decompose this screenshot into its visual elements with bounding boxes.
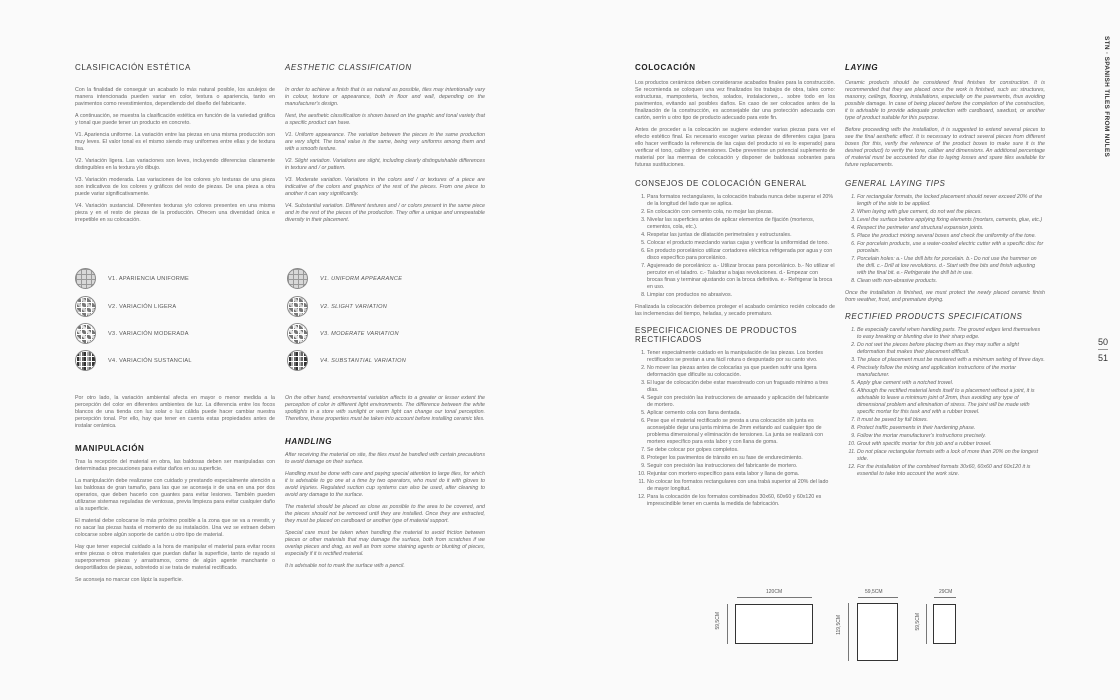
list-item: 2. Do not wet the pieces before placing them as they may suffer a slight deformation that makes their placement difficult. [857, 342, 1045, 356]
en-lighting: On the other hand, environmental variation affects to a greater or lesser extent the perception of color in different light environments. The difference between the white spotlights in a store with sunlight or warm light can change our tonal perception. Therefore, these properties must be taken into account before installing ceramic tiles. [285, 395, 485, 422]
es-paragraph: V4. Variación sustancial. Diferentes texturas y/o colores presentes en una misma pieza y en el resto de piezas de la producción. Ofrecen una diversidad única e irrepetible en su colocación. [75, 203, 275, 223]
es-paragraph: V1. Apariencia uniforme. La variación entre las piezas en una misma producción son muy leves. El valor tonal es el mismo siendo muy uniformes entre ellas y de textura lisa. [75, 132, 275, 152]
es-handling [75, 395, 275, 589]
list-item: 5. Apply glue cement with a notched trowel. [857, 380, 1045, 387]
list-item: 3. Level the surface before applying fixing elements (mortars, cements, glue, etc.) [857, 217, 1045, 224]
en-tips-list [845, 194, 1045, 285]
list-item: 1. Para formatos rectangulares, la colocación trabada nunca debe superar el 20% de la longitud del lado que se aplica. [647, 194, 835, 208]
en-laying-title: LAYING [845, 63, 879, 72]
swatch-slight-icon [287, 296, 308, 317]
dimension-label: 59,5CM [715, 612, 721, 630]
swatch-label: V4. VARIACIÓN SUSTANCIAL [108, 357, 192, 364]
es-rect-list [635, 350, 835, 508]
list-item: 1. For rectangular formats, the locked placement should never exceed 20% of the length of the side to be applied. [857, 194, 1045, 208]
es-paragraph: Con la finalidad de conseguir un acabado lo más natural posible, los azulejos de manera intencionada pueden variar en color, textura o apariencia, tanto en pavimentos como revestimientos, dependiendo del diseño del fabricante. [75, 87, 275, 107]
en-laying [845, 0, 1045, 479]
es-paragraph: Tras la recepción del material en obra, las baldosas deben ser manipuladas con determinadas precauciones para evitar daños en su superficie. [75, 459, 275, 472]
en-paragraph: Handling must be done with care and paying special attention to large tiles, for which it is advisable to go one at a time by two operators, who must do it with gloves to avoid injuries. Regulated suction cup systems can also be used, after cleaning to avoid any damage to the surface. [285, 471, 485, 498]
swatch-label: V3. MODERATE VARIATION [320, 330, 399, 337]
en-paragraph: In order to achieve a finish that is as natural as possible, tiles may intentionally vary in colour, texture or appearance, both in floor and wall, depending on the manufacturer's design. [285, 87, 485, 107]
tile-120x60 [735, 604, 813, 644]
es-classification-title: CLASIFICACIÓN ESTÉTICA [75, 63, 191, 72]
es-handling-title: MANIPULACIÓN [75, 444, 145, 453]
list-item: 5. Place the product mixing several boxes and check the uniformity of the tone. [857, 233, 1045, 240]
en-paragraph: Before proceeding with the installation, it is suggested to extend several pieces to see the final aesthetic effect. It is necessary to extract several pieces from different boxes (for this, verify the reference of the product boxes to make sure it is the desired product) to verify the tone, caliber and dimensions. An additional percentage of material must be accounted for due to laying losses and spare tiles available for future replacements. [845, 127, 1045, 168]
es-paragraph: Se aconseja no marcar con lápiz la superficie. [75, 577, 184, 583]
dimension-label: 59,5CM [865, 589, 883, 595]
list-item: 10. Rejuntar con mortero específico para esta labor y llana de goma. [647, 471, 835, 478]
en-paragraph: Ceramic products should be considered final finishes for construction. It is recommended that they are placed once the work is finished, such as: structures, masonry, ceilings, flooring, installations, especially on the pavements, thus avoiding possible damage. In case of being placed before the completion of the construction, it is advisable to provide adequate protection with cardboard, sawdust, or another type of product suitable for this purpose. [845, 80, 1045, 121]
list-item: 1. Be especially careful when handling parts. The ground edges lend themselves to easy breaking or blunting due to their sharp edge. [857, 327, 1045, 341]
list-item: 8. Clean with non-abrasive products. [857, 278, 1045, 285]
list-item: 5. Aplicar cemento cola con llana dentada. [647, 410, 835, 417]
en-handling [285, 395, 485, 575]
en-classification-title: AESTHETIC CLASSIFICATION [285, 63, 412, 72]
list-item: 6. For porcelain products, use a water-cooled electric cutter with a specific disc for porcelain. [857, 241, 1045, 255]
en-paragraph: Special care must be taken when handling the material to avoid friction between pieces or other materials that may damage the surface, both from scratches if we overlap pieces and drag, as well as from some staining agents or blunting of pieces, especially if it is rectified material. [285, 530, 485, 557]
en-handling-title: HANDLING [285, 437, 333, 446]
page-number-divider [1098, 349, 1108, 350]
en-rect-list [845, 327, 1045, 478]
list-item: 9. Follow the mortar manufacturer's instructions precisely. [857, 433, 1045, 440]
en-paragraph: It is advisable not to mark the surface with a pencil. [285, 563, 405, 569]
en-paragraph: V1. Uniform appearance. The variation between the pieces in the same production are very slight. The tonal value is the same, being very uniforms among them and with a smooth texture. [285, 132, 485, 152]
en-tips-after: Once the installation is finished, we must protect the newly placed ceramic finish from weather, frost, and premature drying. [845, 290, 1045, 303]
tile-30x60 [933, 604, 956, 644]
dimension-label: 29CM [939, 589, 953, 595]
en-rect-title: RECTIFIED PRODUCTS SPECIFICATIONS [845, 312, 1023, 321]
list-item: 8. Proteger los pavimentos de tránsito en su fase de endurecimiento. [647, 455, 835, 462]
list-item: 4. Precisely follow the mixing and application instructions of the mortar manufacturer. [857, 365, 1045, 379]
en-tips-title: GENERAL LAYING TIPS [845, 179, 946, 188]
swatch-substantial-icon [75, 350, 96, 371]
swatch-row [75, 350, 192, 371]
es-paragraph: Antes de proceder a la colocación se sugiere extender varias piezas para ver el efecto estético final. Es necesario escoger varias piezas de diferentes cajas (para ello hacer verificado la referencia de las cajas del producto si es lo esperado) para verificar el tono, calibre y dimensiones. Debe prevenirse un potencial suplemento de material por las mermas de colocación y disponer de baldosas sobrantes para futuras sustituciones. [635, 127, 835, 168]
list-item: 10. Grout with specific mortar for this job and a rubber trowel. [857, 441, 1045, 448]
en-paragraph: After receiving the material on site, the tiles must be handled with certain precautions to avoid damage on their surface. [285, 452, 485, 465]
list-item: 2. No mover las piezas antes de colocarlas ya que pueden sufrir una ligera deformación que dificulte su colocación. [647, 365, 835, 379]
list-item: 7. Agujereado de porcelánico: a.- Utilizar brocas para porcelánico. b.- No utilizar el percutor en el taladro. c.- Taladrar a bajas revoluciones. d.- Empezar con brocas finas y terminar ajustando con la broca definitiva. e.- Refrigerar la broca en uso. [647, 263, 835, 291]
swatch-row [287, 296, 387, 317]
dimension-line [926, 604, 927, 644]
list-item: 7. Porcelain holes: a.- Use drill bits for porcelain. b.- Do not use the hammer on the drill. c.- Drill at low revolutions. d.- Start with fine bits and finish adjusting with the final bit. e.- Refrigerate the drill bit in use. [857, 256, 1045, 277]
list-item: 9. Seguir con precisión las instrucciones del fabricante de mortero. [647, 463, 835, 470]
en-paragraph: The material should be placed as close as possible to the area to be covered, and the pieces should not be removed until they are installed. Once they are extracted, they must be placed on cardboard or another type of material support. [285, 504, 485, 524]
swatch-row [287, 350, 406, 371]
swatch-uniform-icon [287, 268, 308, 289]
es-paragraph: A continuación, se muestra la clasificación estética en función de la variedad gráfica y tonal que puede tener un producto en concreto. [75, 113, 275, 126]
es-classification [75, 0, 275, 229]
list-item: 6. Pese que el material rectificado se presta a una colocación sin junta es aconsejable dejar una junta mínima de 2mm evitando así cualquier tipo de problema dimensional y eliminación de tensiones. La junta se realizará con mortero específico para esta labor y con llana de goma. [647, 418, 835, 446]
list-item: 4. Respetar las juntas de dilatación perimetrales y estructurales. [647, 232, 835, 239]
tile-60x120 [857, 603, 898, 661]
list-item: 5. Colocar el producto mezclando varias cajas y verificar la uniformidad de tono. [647, 240, 835, 247]
swatch-label: V2. VARIACIÓN LIGERA [108, 303, 177, 310]
swatch-label: V3. VARIACIÓN MODERADA [108, 330, 189, 337]
swatch-row [75, 296, 176, 317]
list-item: 7. Se debe colocar por golpes completos. [647, 447, 835, 454]
es-tips-title: CONSEJOS DE COLOCACIÓN GENERAL [635, 179, 807, 188]
es-paragraph: V3. Variación moderada. Las variaciones de los colores y/o texturas de una pieza son indicativos de los colores y gráficos del resto de piezas. De una pieza a otra puede variar significativamente. [75, 177, 275, 197]
list-item: 11. No colocar los formatos rectangulares con una trabá superior al 20% del lado de mayor longitud. [647, 479, 835, 493]
list-item: 3. Nivelar las superficies antes de aplicar elementos de fijación (morteros, cementos, cola, etc.). [647, 217, 835, 231]
es-tips-list [635, 194, 835, 299]
en-classification [285, 0, 485, 229]
list-item: 3. El lugar de colocación debe estar maestreado con un fraguado mínimo a tres días. [647, 380, 835, 394]
swatch-row [75, 323, 189, 344]
es-tips-after: Finalizada la colocación debemos proteger el acabado cerámico recién colocado de las inclemencias del tiempo, heladas, y secado prematuro. [635, 304, 835, 317]
list-item: 4. Respect the perimeter and structural expansion joints. [857, 225, 1045, 232]
es-paragraph: El material debe colocarse lo más próximo posible a la zona que se va a revestir, y no sacar las piezas hasta el momento de su instalación. Una vez se extraen deben colocarse sobre algún soporte de cartón u otro tipo de material. [75, 518, 275, 538]
list-item: 12. For the installation of the combined formats 30x60, 60x60 and 60x120 it is essential to take into account the work size. [857, 464, 1045, 478]
dimension-label: 120CM [766, 589, 783, 595]
dimension-label: 59,5CM [915, 613, 921, 631]
list-item: 12. Para la colocación de los formatos combinados 30x60, 60x60 y 60x120 es imprescindible tener en cuenta la medida de fabricación. [647, 494, 835, 508]
en-paragraph: Next, the aesthetic classification is shown based on the graphic and tonal variety that a specific product can have. [285, 113, 485, 126]
swatch-label: V1. UNIFORM APPEARANCE [320, 275, 403, 282]
list-item: 7. It must be paved by full blows. [857, 417, 1045, 424]
es-paragraph: Los productos cerámicos deben considerarse acabados finales para la construcción. Se recomienda se coloquen una vez finalizados los trabajos de obra, tales como: estructuras, mamposteria, techos, solados, instalaciones,... sobre todo en los pavimentos, evitando así posibles daños. En caso de ser colocados antes de la finalización de la construcción, es aconsejable dar una protección adecuada con cartón, serrín u otro tipo de producto adecuado para este fin. [635, 80, 835, 121]
swatch-substantial-icon [287, 350, 308, 371]
dimension-line [727, 604, 728, 644]
en-paragraph: V2. Slight variation. Variations are slight, including clearly distinguishable differences in texture and / or pattern. [285, 158, 485, 171]
dimension-line [848, 603, 849, 661]
swatch-label: V1. APARIENCIA UNIFORME [108, 275, 190, 282]
es-paragraph: Hay que tener especial cuidado a la hora de manipular el material para evitar roces entre piezas o otros materiales que puedan dañar la superficie, tanto de rayado si superponemos piezas y arrastramos, como de algún agente manchante o desportillados de piezas, sobretodo si se trata de material rectificado. [75, 544, 275, 571]
es-paragraph: V2. Variación ligera. Las variaciones son leves, incluyendo diferencias claramente distinguibles en la textura y/o dibujo. [75, 158, 275, 171]
dimension-line [934, 597, 956, 598]
list-item: 2. En colocación con cemento cola, no mojar las piezas. [647, 209, 835, 216]
list-item: 1. Tener especialmente cuidado en la manipulación de las piezas. Los bordes rectificados se prestan a una fácil rotura o despuntado por su canto vivo. [647, 350, 835, 364]
es-lighting: Por otro lado, la variación ambiental afecta en mayor o menor medida a la percepción del color en diferentes ambientes de luz. La diferencia entre los focos blancos de una tienda con luz solar o luz cálida puede hacer cambiar nuestra percepción tonal. Por ello, hay que tener en cuenta estas propiedades antes de instalar cerámica. [75, 395, 275, 429]
list-item: 11. Do not place rectangular formats with a lock of more than 20% on the longest side. [857, 449, 1045, 463]
list-item: 4. Seguir con precisión las instrucciones de amasado y aplicación del fabricante de mortero. [647, 395, 835, 409]
list-item: 8. Protect traffic pavements in their hardening phase. [857, 425, 1045, 432]
dimension-label: 119,5CM [836, 615, 842, 635]
list-item: 6. Although the rectified material lends itself to a placement without a joint, it is advisable to leave a minimum joint of 2mm, thus avoiding any type of dimensional problem and elimination of stress. The joint will be made with specific mortar for this task and with a rubber trowel. [857, 388, 1045, 416]
es-laying-title: COLOCACIÓN [635, 63, 696, 72]
dimension-line [858, 597, 898, 598]
en-paragraph: V4. Substantial variation. Different textures and / or colors present in the same piece and in the rest of the pieces of the production. They offer a unique and unrepeatable diversity in their placement. [285, 203, 485, 223]
swatch-uniform-icon [75, 268, 96, 289]
list-item: 2. When laying with glue cement, do not wet the pieces. [857, 209, 1045, 216]
swatch-slight-icon [75, 296, 96, 317]
swatch-moderate-icon [75, 323, 96, 344]
list-item: 8. Limpiar con productos no abrasivos. [647, 292, 835, 299]
es-paragraph: La manipulación debe realizarse con cuidado y prestando especialmente atención a las baldosas de gran tamaño, para las que se aconseja ir de una en una por dos operarios, que deben hacerlo con guantes para evitar lesiones. También pueden utilizarse sistemas reguladas de ventosas, previa limpieza para evitar cualquier daño a la superficie. [75, 478, 275, 512]
swatch-row [287, 268, 402, 289]
es-rect-title: ESPECIFICACIONES DE PRODUCTOS RECTIFICADOS [635, 326, 798, 344]
es-laying [635, 0, 835, 509]
swatch-label: V2. SLIGHT VARIATION [320, 303, 388, 310]
swatch-row [75, 268, 189, 289]
en-paragraph: V3. Moderate variation. Variations in the colors and / or textures of a piece are indicative of the colors and graphics of the rest of the pieces. From one piece to another it can vary significantly. [285, 177, 485, 197]
side-title: STN · SPANISH TILES FROM NULES [1103, 36, 1110, 158]
list-item: 6. En producto porcelánico utilizar cortadores eléctrica refrigerada por agua y con disco específico para porcelánico. [647, 248, 835, 262]
swatch-row [287, 323, 399, 344]
page-number-right: 51 [1097, 353, 1108, 363]
swatch-moderate-icon [287, 323, 308, 344]
page-number-left: 50 [1097, 337, 1108, 347]
swatch-label: V4. SUBSTANTIAL VARIATION [320, 357, 407, 364]
dimension-line [737, 597, 812, 598]
list-item: 3. The place of placement must be mastered with a minimum setting of three days. [857, 357, 1045, 364]
